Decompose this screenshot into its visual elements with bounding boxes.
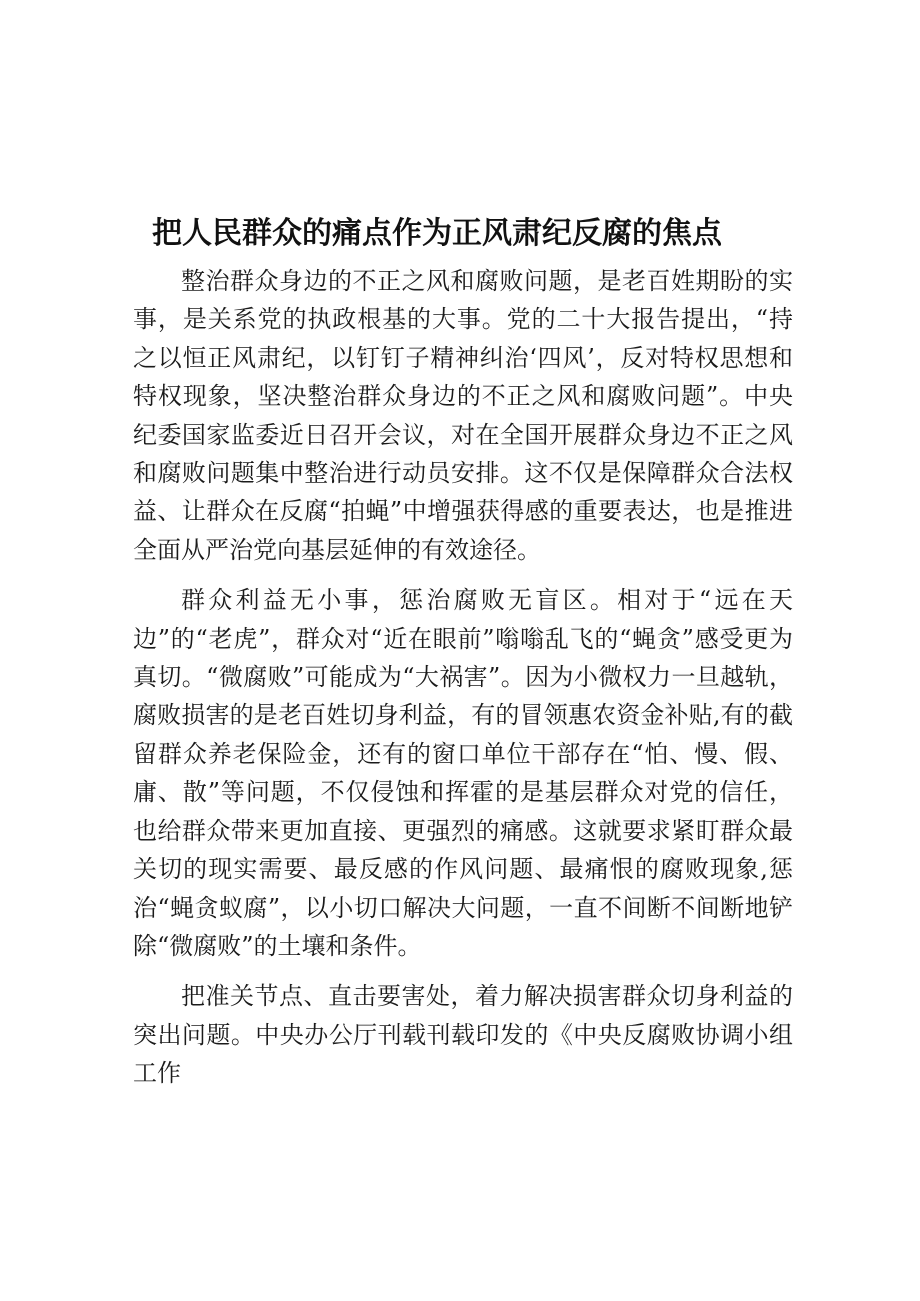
document-body	[133, 262, 793, 1105]
document-title: 把人民群众的痛点作为正风肃纪反腐的焦点	[152, 216, 722, 251]
paragraph-2: 群众利益无小事，惩治腐败无盲区。相对于“远在天边”的“老虎”，群众对“近在眼前”嗡嗡乱飞的“蝇贪”感受更为真切。“微腐败”可能成为“大祸害”。因为小微权力一旦越轨，腐败损害的是老百姓切身利益，有的冒领惠农资金补贴,有的截留群众养老保险金，还有的窗口单位干部存在“怕、慢、假、庸、散”等问题，不仅侵蚀和挥霍的是基层群众对党的信任，也给群众带来更加直接、更强烈的痛感。这就要求紧盯群众最关切的现实需要、最反感的作风问题、最痛恨的腐败现象,惩治“蝇贪蚁腐”，以小切口解决大问题，一直不间断不间断地铲除“微腐败”的土壤和条件。	[133, 586, 793, 960]
paragraph-3: 把准关节点、直击要害处，着力解决损害群众切身利益的突出问题。中央办公厅刊载刊载印发的《中央反腐败协调小组工作	[133, 982, 793, 1088]
paragraph-1: 整治群众身边的不正之风和腐败问题，是老百姓期盼的实事，是关系党的执政根基的大事。党的二十大报告提出，“持之以恒正风肃纪，以钉钉子精神纠治‘四风’，反对特权思想和特权现象，坚决整治群众身边的不正之风和腐败问题”。中央纪委国家监委近日召开会议，对在全国开展群众身边不正之风和腐败问题集中整治进行动员安排。这不仅是保障群众合法权益、让群众在反腐“拍蝇”中增强获得感的重要表达，也是推进全面从严治党向基层延伸的有效途径。	[133, 267, 793, 564]
